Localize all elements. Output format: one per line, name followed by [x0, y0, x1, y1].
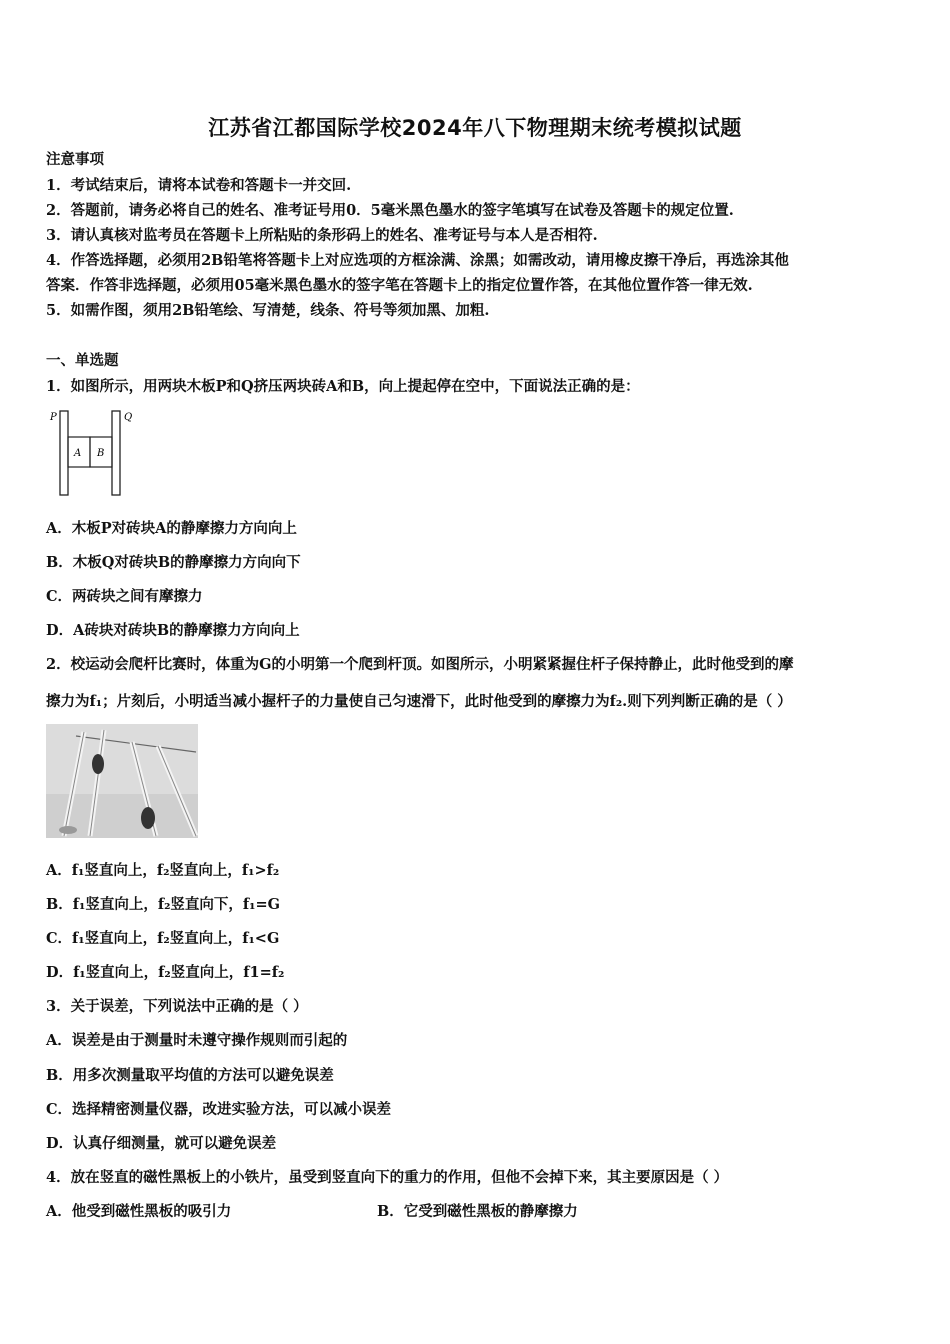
label-p: P	[50, 412, 57, 423]
q3-option-c: C．选择精密测量仪器，改进实验方法，可以减小误差	[46, 1101, 392, 1118]
question-2-stem-line2: 擦力为f₁；片刻后，小明适当减小握杆子的力量使自己匀速滑下，此时他受到的摩擦力为f₂.则下列判断正确的是（ ）	[46, 693, 792, 710]
pole-climbing-photo	[46, 724, 198, 838]
question-4-stem: 4．放在竖直的磁性黑板上的小铁片，虽受到竖直向下的重力的作用，但他不会掉下来，其主要原因是（ ）	[46, 1169, 729, 1186]
q2-option-d: D．f₁竖直向上，f₂竖直向上，f1=f₂	[46, 964, 285, 981]
label-a: A	[74, 448, 82, 459]
q1-option-d: D．A砖块对砖块B的静摩擦力方向向上	[46, 622, 300, 639]
board-p	[60, 411, 68, 495]
question-2-stem-line1: 2．校运动会爬杆比赛时，体重为G的小明第一个爬到杆顶。如图所示，小明紧紧握住杆子保持静止，此时他受到的摩	[46, 656, 794, 673]
q1-option-c: C．两砖块之间有摩擦力	[46, 588, 203, 605]
notice-heading: 注意事项	[46, 151, 104, 168]
board-q	[112, 411, 120, 495]
section-heading: 一、单选题	[46, 352, 119, 369]
label-b: B	[97, 448, 105, 459]
q2-option-a: A．f₁竖直向上，f₂竖直向上，f₁>f₂	[46, 862, 280, 879]
boards-bricks-figure	[46, 408, 146, 498]
notice-item: 5．如需作图，须用2B铅笔绘、写清楚，线条、符号等须加黑、加粗.	[46, 302, 490, 319]
q3-option-a: A．误差是由于测量时未遵守操作规则而引起的	[46, 1032, 348, 1049]
q3-option-b: B．用多次测量取平均值的方法可以避免误差	[46, 1067, 334, 1084]
q4-option-a: A．他受到磁性黑板的吸引力	[46, 1203, 232, 1220]
page-title: 江苏省江都国际学校2024年八下物理期末统考模拟试题	[208, 116, 742, 140]
question-1-stem: 1．如图所示，用两块木板P和Q挤压两块砖A和B，向上提起停在空中，下面说法正确的是：	[46, 378, 640, 395]
notice-item: 答案．作答非选择题，必须用05毫米黑色墨水的签字笔在答题卡上的指定位置作答，在其他位置作答一律无效.	[46, 277, 753, 294]
q1-option-b: B．木板Q对砖块B的静摩擦力方向向下	[46, 554, 301, 571]
q2-option-c: C．f₁竖直向上，f₂竖直向上，f₁<G	[46, 930, 280, 947]
notice-item: 4．作答选择题，必须用2B铅笔将答题卡上对应选项的方框涂满、涂黑；如需改动，请用橡皮擦干净后，再选涂其他	[46, 252, 789, 269]
q2-option-b: B．f₁竖直向上，f₂竖直向下，f₁=G	[46, 896, 281, 913]
question-3-stem: 3．关于误差，下列说法中正确的是（ ）	[46, 998, 308, 1015]
notice-item: 1．考试结束后，请将本试卷和答题卡一并交回.	[46, 177, 352, 194]
notice-item: 3．请认真核对监考员在答题卡上所粘贴的条形码上的姓名、准考证号与本人是否相符.	[46, 227, 598, 244]
q4-option-b: B．它受到磁性黑板的静摩擦力	[377, 1203, 578, 1220]
q3-option-d: D．认真仔细测量，就可以避免误差	[46, 1135, 277, 1152]
notice-item: 2．答题前，请务必将自己的姓名、准考证号用0．5毫米黑色墨水的签字笔填写在试卷及答题卡的规定位置.	[46, 202, 734, 219]
q1-option-a: A．木板P对砖块A的静摩擦力方向向上	[46, 520, 297, 537]
label-q: Q	[124, 412, 133, 423]
